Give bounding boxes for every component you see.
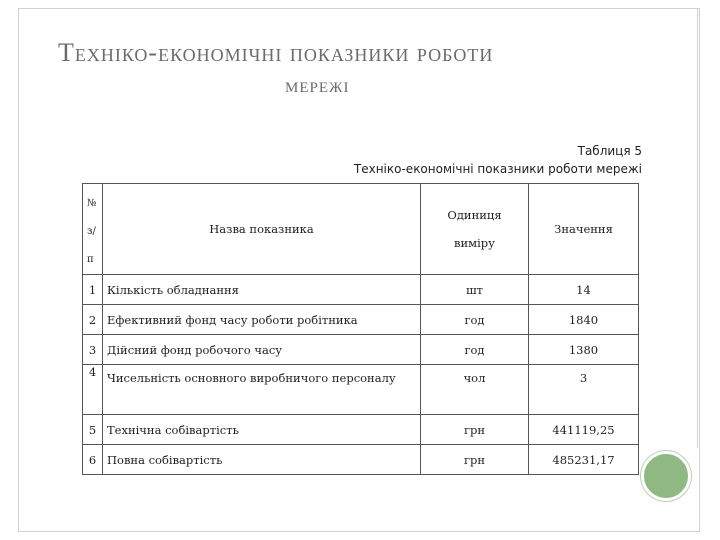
- slide-title-line-1: Техніко-економічні показники роботи: [58, 38, 494, 67]
- table-row: [83, 365, 639, 415]
- row-name: Технічна собівартість: [103, 415, 421, 445]
- row-name: Кількість обладнання: [103, 275, 421, 305]
- row-unit: чол: [421, 365, 529, 415]
- table-row: [83, 445, 639, 475]
- table-title: Техніко-економічні показники роботи мережі: [353, 162, 642, 176]
- row-unit: шт: [421, 275, 529, 305]
- row-value: 14: [529, 275, 639, 305]
- row-unit: год: [421, 305, 529, 335]
- header-unit: [421, 184, 529, 275]
- row-name: Ефективний фонд часу роботи робітника: [103, 305, 421, 335]
- slide-title-line-2: мережі: [285, 73, 350, 97]
- row-unit: грн: [421, 445, 529, 475]
- row-value: 1840: [529, 305, 639, 335]
- row-name: Повна собівартість: [103, 445, 421, 475]
- table-row: [83, 415, 639, 445]
- row-value: 485231,17: [529, 445, 639, 475]
- row-unit: грн: [421, 415, 529, 445]
- header-name: Назва показника: [103, 184, 421, 275]
- row-number: 5: [83, 415, 103, 445]
- row-value: 3: [529, 365, 639, 415]
- row-number: 3: [83, 335, 103, 365]
- header-value: Значення: [529, 184, 639, 275]
- header-unit-line-1: Одиниця: [447, 208, 502, 222]
- row-number: 1: [83, 275, 103, 305]
- row-number: 4: [83, 365, 103, 415]
- header-number: [83, 184, 103, 275]
- table-caption: [354, 142, 642, 178]
- header-unit-line-2: виміру: [454, 236, 495, 250]
- header-number-line-1: №: [87, 198, 97, 209]
- row-number: 6: [83, 445, 103, 475]
- row-number: 2: [83, 305, 103, 335]
- row-unit: год: [421, 335, 529, 365]
- decorative-circle-icon: [641, 451, 691, 501]
- header-number-line-2: з/п: [87, 226, 96, 265]
- table-header-row: [83, 184, 639, 275]
- slide-side-rule: [697, 8, 698, 448]
- row-name: Дійсний фонд робочого часу: [103, 335, 421, 365]
- row-value: 441119,25: [529, 415, 639, 445]
- row-value: 1380: [529, 335, 639, 365]
- table-row: [83, 305, 639, 335]
- row-name: Чисельність основного виробничого персоналу: [103, 365, 421, 415]
- table-number: Таблиця 5: [577, 144, 642, 158]
- slide-title: [58, 36, 658, 100]
- indicators-table: [82, 183, 639, 475]
- table-row: [83, 275, 639, 305]
- table-row: [83, 335, 639, 365]
